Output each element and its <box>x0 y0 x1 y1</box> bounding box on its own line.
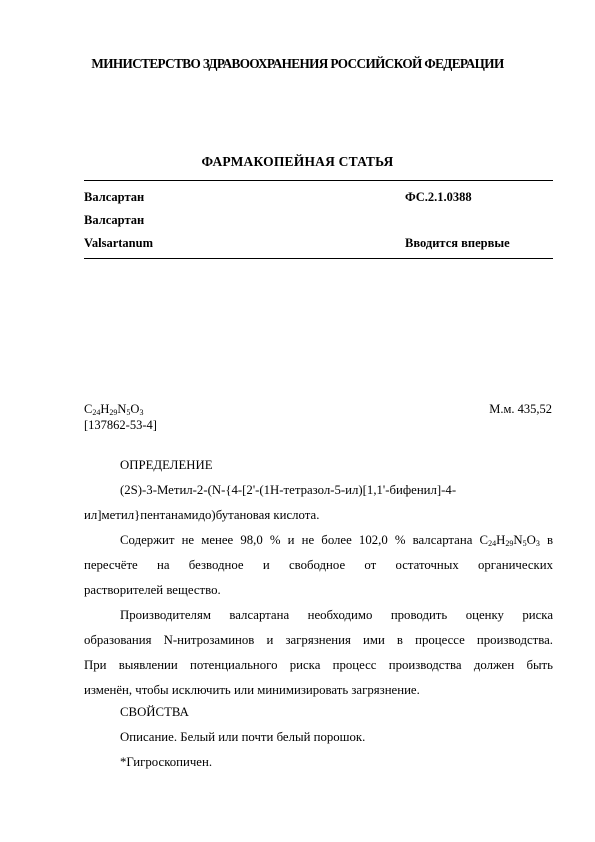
properties-heading: СВОЙСТВА <box>120 705 189 719</box>
ru-name: Валсартан <box>84 190 145 204</box>
structural-formula <box>0 265 595 390</box>
latin-name: Valsartanum <box>84 236 153 250</box>
content-line2: пересчёте на безводное и свободное от остаточных органических <box>84 558 553 572</box>
nitrosamine-line4: изменён, чтобы исключить или минимизировать загрязнение. <box>84 683 420 697</box>
cas-number: [137862-53-4] <box>84 418 157 432</box>
ministry-title: МИНИСТЕРСТВО ЗДРАВООХРАНЕНИЯ РОССИЙСКОЙ ФЕДЕРАЦИИ <box>91 56 504 71</box>
description-text: Белый или почти белый порошок. <box>177 730 366 744</box>
nitrosamine-line1: Производителям валсартана необходимо проводить оценку риска <box>120 608 553 622</box>
description-label: Описание. <box>120 730 178 744</box>
fs-number: ФС.2.1.0388 <box>405 190 472 204</box>
top-rule <box>84 180 553 181</box>
nitrosamine-line2: образования N-нитрозаминов и загрязнения ими в процессе производства. <box>84 633 553 647</box>
content-line3: растворителей вещество. <box>84 583 221 597</box>
chemical-name-line2: ил]метил}пентанамидо)бутановая кислота. <box>84 508 320 522</box>
definition-heading: ОПРЕДЕЛЕНИЕ <box>120 458 213 472</box>
bottom-rule <box>84 258 553 259</box>
article-type-title: ФАРМАКОПЕЙНАЯ СТАТЬЯ <box>201 154 394 169</box>
molecular-mass: М.м. 435,52 <box>489 402 552 416</box>
description-line <box>120 725 365 750</box>
ru-name-2: Валсартан <box>84 213 145 227</box>
chemical-name-line1: (2S)-3-Метил-2-(N-{4-[2'-(1H-тетразол-5-ил)[1,1'-бифенил]-4- <box>120 483 457 497</box>
status-text: Вводится впервые <box>405 236 510 250</box>
hygroscopic-note: *Гигроскопичен. <box>120 755 213 769</box>
nitrosamine-line3: При выявлении потенциального риска процесс производства должен быть <box>84 658 553 672</box>
content-line1: Содержит не менее 98,0 % и не более 102,0 % валсартана $C_{24}H_{29}N_5O_3$ в <box>120 533 553 548</box>
molecular-formula: $C_{24}H_{29}N_5O_3$ <box>84 402 144 417</box>
